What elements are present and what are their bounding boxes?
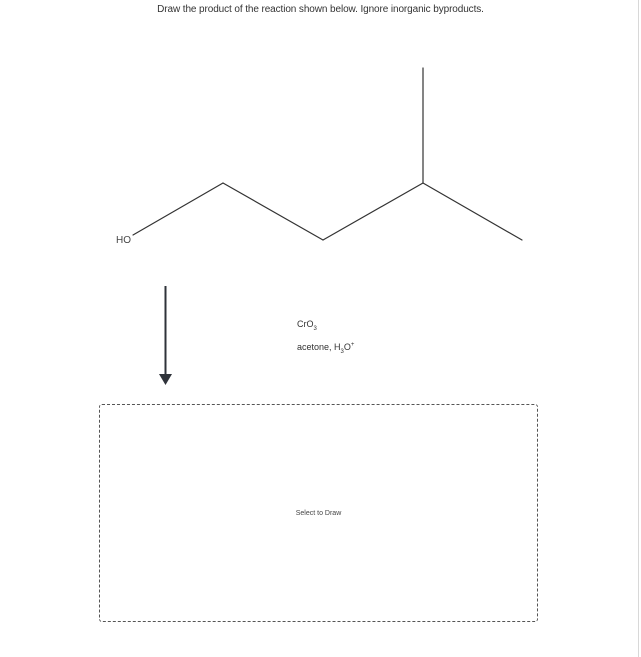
- reactant-structure: [0, 0, 641, 300]
- bond-c3-methyl-right: [423, 183, 522, 240]
- hydroxyl-label: HO: [116, 235, 131, 246]
- drawing-area[interactable]: [99, 404, 538, 622]
- reagent-solvent: acetone, $H_3O^+$: [297, 342, 355, 355]
- bond-c1-c2: [223, 183, 323, 240]
- bond-o-c1: [133, 183, 223, 235]
- bond-c2-c3: [323, 183, 423, 240]
- question-instruction: Draw the product of the reaction shown below. Ignore inorganic byproducts.: [157, 4, 484, 15]
- reagent-oxidant: CrO$_3$: [297, 319, 317, 332]
- reaction-arrow: [157, 284, 175, 388]
- select-to-draw-label[interactable]: Select to Draw: [295, 510, 342, 517]
